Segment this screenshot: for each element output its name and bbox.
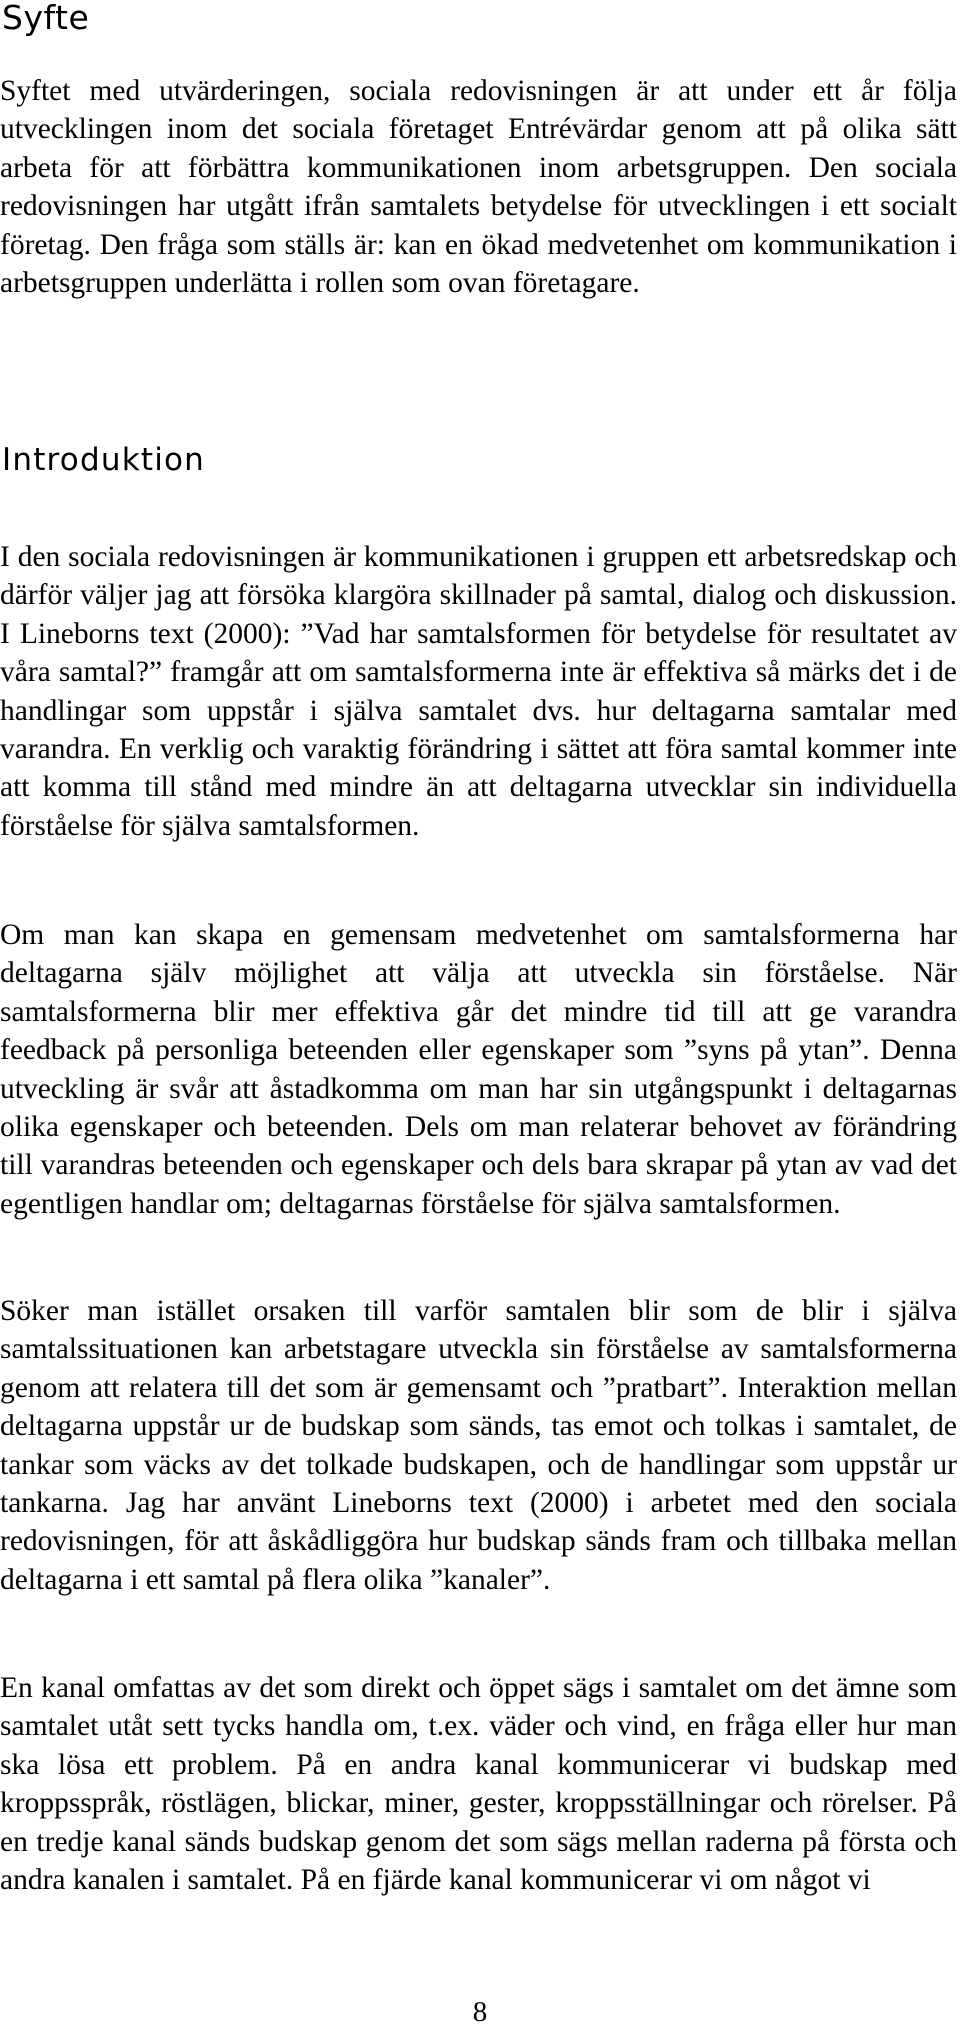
paragraph-introduktion-1: I den sociala redovisningen är kommunikationen i gruppen ett arbetsredskap och därför väljer jag att försöka klargöra skillnader på samtal, dialog och diskussion. I Lineborns text (2000): ”Vad har samtalsformen för betydelse för resultatet av våra samtal?” framgår att om samtalsformerna inte är effektiva så märks det i de handlingar som uppstår i själva samtalet dvs. hur deltagarna samtalar med varandra. En verklig och varaktig förändring i sättet att föra samtal kommer inte att komma till stånd med mindre än att deltagarna utvecklar sin individuella förståelse för själva samtalsformen.: [0, 541, 957, 842]
paragraph-introduktion-3: Söker man istället orsaken till varför samtalen blir som de blir i själva samtalssituationen kan arbetstagare utveckla sin förståelse av samtalsformerna genom att relatera till det som är gemensamt och ”pratbart”. Interaktion mellan deltagarna uppstår ur de budskap som sänds, tas emot och tolkas i samtalet, de tankar som väcks av det tolkade budskapen, och de handlingar som uppstår ur tankarna. Jag har använt Lineborns text (2000) i arbetet med den sociala redovisningen, för att åskådliggöra hur budskap sänds fram och tillbaka mellan deltagarna i ett samtal på flera olika ”kanaler”.: [0, 1295, 957, 1596]
page-number: 8: [472, 1996, 488, 2028]
section-heading-introduktion: Introduktion: [2, 442, 206, 478]
paragraph-syfte: Syftet med utvärderingen, sociala redovisningen är att under ett år följa utvecklingen inom det sociala företaget Entrévärdar genom att på olika sätt arbeta för att förbättra kommunikationen inom arbetsgruppen. Den sociala redovisningen har utgått ifrån samtalets betydelse för utvecklingen i ett socialt företag. Den fråga som ställs är: kan en ökad medvetenhet om kommunikation i arbetsgruppen underlätta i rollen som ovan företagare.: [0, 75, 957, 300]
paragraph-introduktion-2: Om man kan skapa en gemensam medvetenhet om samtalsformerna har deltagarna själv möjlighet att välja att utveckla sin förståelse. När samtalsformerna blir mer effektiva går det mindre tid till att ge varandra feedback på personliga beteenden eller egenskaper som ”syns på ytan”. Denna utveckling är svår att åstadkomma om man har sin utgångspunkt i deltagarnas olika egenskaper och beteenden. Dels om man relaterar behovet av förändring till varandras beteenden och egenskaper och dels bara skrapar på ytan av vad det egentligen handlar om; deltagarnas förståelse för själva samtalsformen.: [0, 919, 957, 1220]
paragraph-introduktion-4: En kanal omfattas av det som direkt och öppet sägs i samtalet om det ämne som samtalet utåt sett tycks handla om, t.ex. väder och vind, en fråga eller hur man ska lösa ett problem. På en andra kanal kommunicerar vi budskap med kroppsspråk, röstlägen, blickar, miner, gester, kroppsställningar och rörelser. På en tredje kanal sänds budskap genom det som sägs mellan raderna på första och andra kanalen i samtalet. På en fjärde kanal kommunicerar vi om något vi: [0, 1672, 957, 1897]
section-heading-syfte: Syfte: [2, 0, 90, 37]
